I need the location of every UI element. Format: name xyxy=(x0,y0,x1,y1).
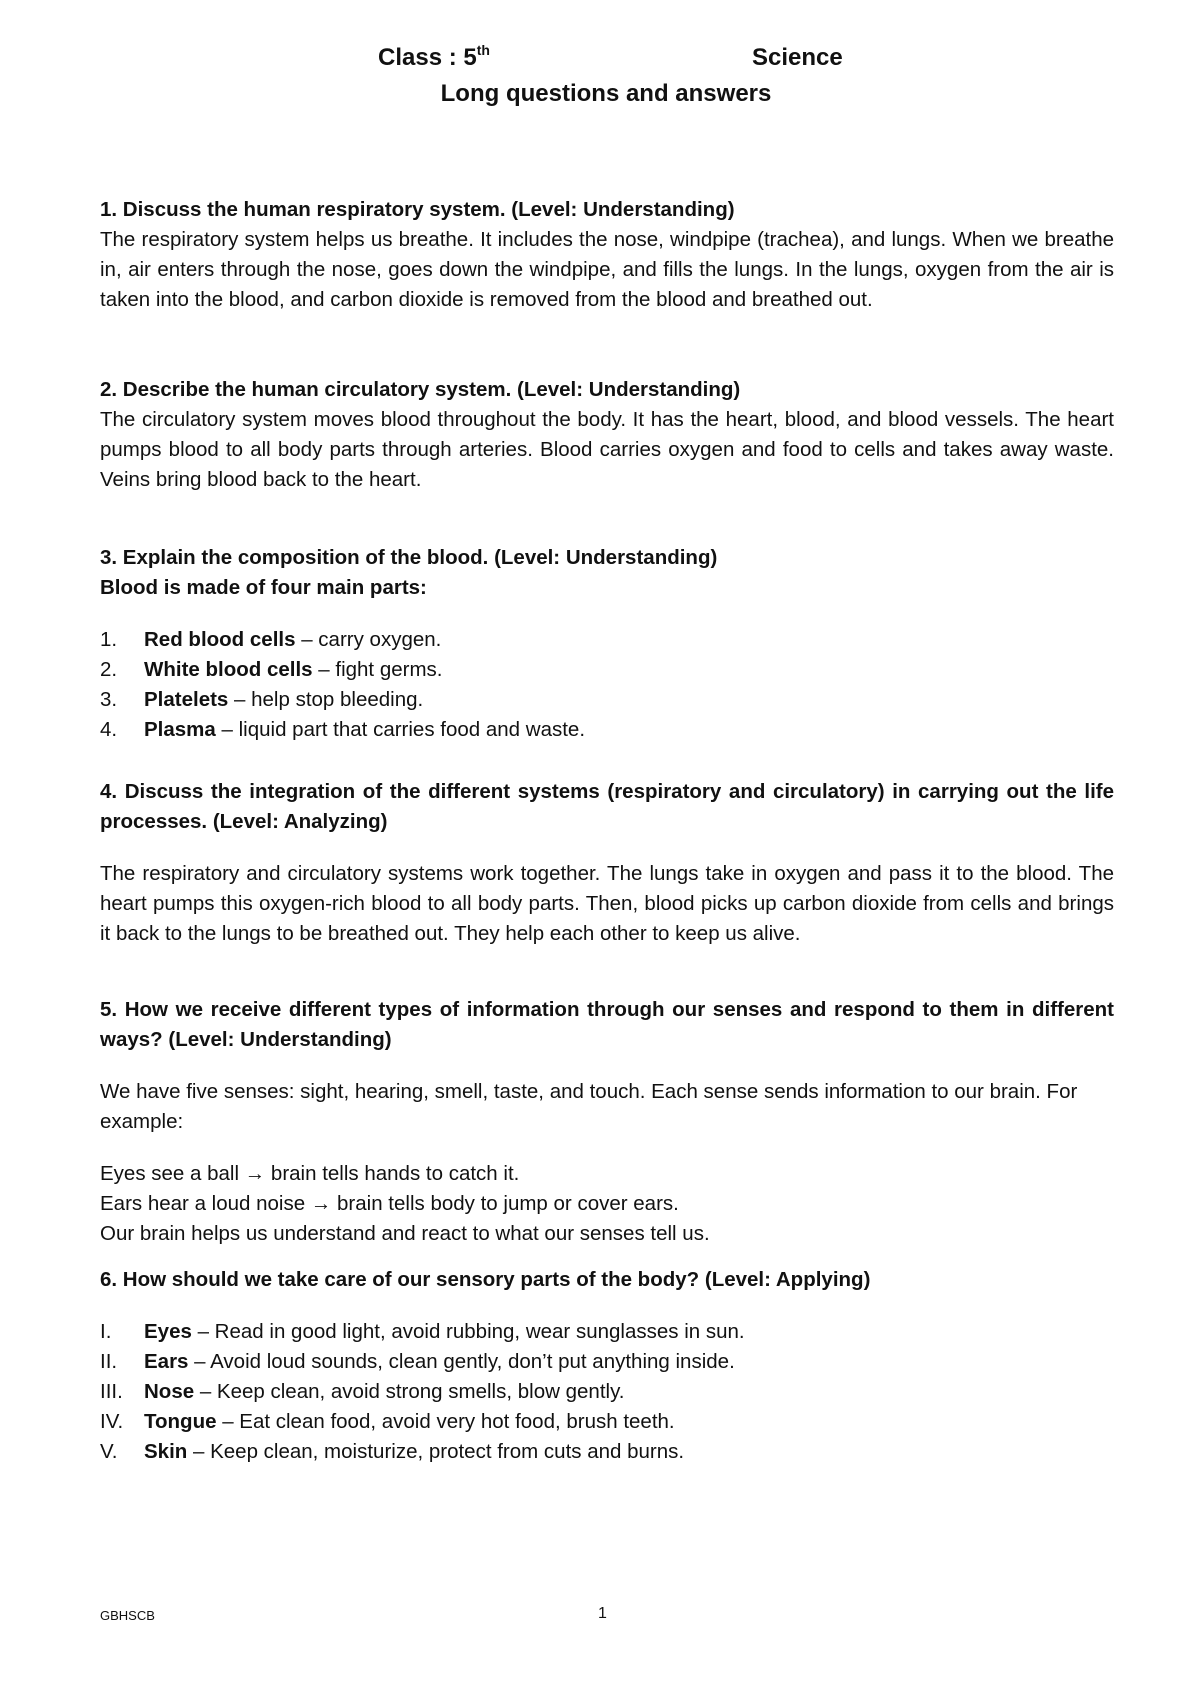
list-text: – Keep clean, avoid strong smells, blow gently. xyxy=(194,1380,625,1403)
question-block xyxy=(100,777,1114,949)
list-item xyxy=(100,655,1114,685)
class-label: Class : 5 xyxy=(378,44,477,71)
question-text: 2. Describe the human circulatory system. (Level: Understanding) xyxy=(100,378,741,401)
list-text: – carry oxygen. xyxy=(295,628,442,651)
list-item xyxy=(100,1437,1114,1467)
list-text: – Read in good light, avoid rubbing, wear sunglasses in sun. xyxy=(191,1320,745,1343)
question-block xyxy=(100,195,1114,315)
list-text: – liquid part that carries food and waste. xyxy=(215,718,586,741)
answer-text: The respiratory system helps us breathe. It includes the nose, windpipe (trachea), and lungs. When we breathe in, air enters through the nose, goes down the windpipe, and fills the lungs. In the lungs, oxygen from the air is taken into the blood, and carbon dioxide is removed from the blood and breathed out. xyxy=(100,228,1114,311)
answer-text: The respiratory and circulatory systems work together. The lungs take in oxygen and pass it to the blood. The heart pumps this oxygen-rich blood to all body parts. Then, blood picks up carbon dioxide from cells and brings it back to the lungs to be breathed out. They help each other to keep us alive. xyxy=(100,862,1114,945)
summary-line: Our brain helps us understand and react to what our senses tell us. xyxy=(100,1222,710,1245)
list-marker: II. xyxy=(100,1350,118,1373)
list-text: – Eat clean food, avoid very hot food, brush teeth. xyxy=(216,1410,675,1433)
list-marker: 1. xyxy=(100,628,118,651)
list-item xyxy=(100,715,1114,745)
list-item xyxy=(100,1377,1114,1407)
question-text: 1. Discuss the human respiratory system. (Level: Understanding) xyxy=(100,198,735,221)
question-block xyxy=(100,995,1114,1249)
list-marker: V. xyxy=(100,1440,118,1463)
subject-heading: Science xyxy=(752,44,843,71)
list-term: Eyes xyxy=(144,1320,192,1343)
question-text: 5. How we receive different types of information through our senses and respond to them in different ways? (Level: Understanding) xyxy=(100,998,1114,1051)
list-term: Nose xyxy=(144,1380,195,1403)
footer-school-code: GBHSCB xyxy=(100,1608,155,1623)
example-line: Ears hear a loud noise → brain tells body to jump or cover ears. xyxy=(100,1192,679,1215)
answer-intro: Blood is made of four main parts: xyxy=(100,576,427,599)
class-superscript: th xyxy=(476,42,490,58)
list-term: Skin xyxy=(144,1440,188,1463)
document-body xyxy=(100,195,1114,1467)
answer-text: The circulatory system moves blood throughout the body. It has the heart, blood, and blood vessels. The heart pumps blood to all body parts through arteries. Blood carries oxygen and food to cells and takes away waste. Veins bring blood back to the heart. xyxy=(100,408,1114,491)
list-term: Tongue xyxy=(144,1410,217,1433)
list-term: Platelets xyxy=(144,688,229,711)
question-text: 4. Discuss the integration of the different systems (respiratory and circulatory) in carrying out the life processes. (Level: Analyzing) xyxy=(100,780,1114,833)
question-block xyxy=(100,543,1114,745)
page-number: 1 xyxy=(598,1605,607,1622)
list-item xyxy=(100,1347,1114,1377)
list-item xyxy=(100,1407,1114,1437)
answer-text: We have five senses: sight, hearing, smell, taste, and touch. Each sense sends information to our brain. For example: xyxy=(100,1080,1078,1133)
list-item xyxy=(100,625,1114,655)
list-marker: IV. xyxy=(100,1410,124,1433)
sensory-care-list xyxy=(100,1317,1114,1467)
example-line: Eyes see a ball → brain tells hands to catch it. xyxy=(100,1162,520,1185)
list-term: Ears xyxy=(144,1350,189,1373)
class-heading xyxy=(378,44,490,72)
list-term: Plasma xyxy=(144,718,216,741)
question-text: 3. Explain the composition of the blood. (Level: Understanding) xyxy=(100,546,718,569)
list-item xyxy=(100,1317,1114,1347)
list-term: Red blood cells xyxy=(144,628,296,651)
list-text: – fight germs. xyxy=(312,658,443,681)
list-marker: 3. xyxy=(100,688,118,711)
list-marker: 2. xyxy=(100,658,118,681)
list-text: – help stop bleeding. xyxy=(228,688,424,711)
list-text: – Avoid loud sounds, clean gently, don’t put anything inside. xyxy=(188,1350,735,1373)
question-block xyxy=(100,1265,1114,1467)
page-title: Long questions and answers xyxy=(440,80,772,107)
list-item xyxy=(100,685,1114,715)
list-marker: III. xyxy=(100,1380,123,1403)
blood-parts-list xyxy=(100,625,1114,745)
list-marker: 4. xyxy=(100,718,118,741)
list-marker: I. xyxy=(100,1320,112,1343)
question-text: 6. How should we take care of our sensory parts of the body? (Level: Applying) xyxy=(100,1268,871,1291)
question-block xyxy=(100,375,1114,495)
list-term: White blood cells xyxy=(144,658,313,681)
list-text: – Keep clean, moisturize, protect from cuts and burns. xyxy=(187,1440,685,1463)
